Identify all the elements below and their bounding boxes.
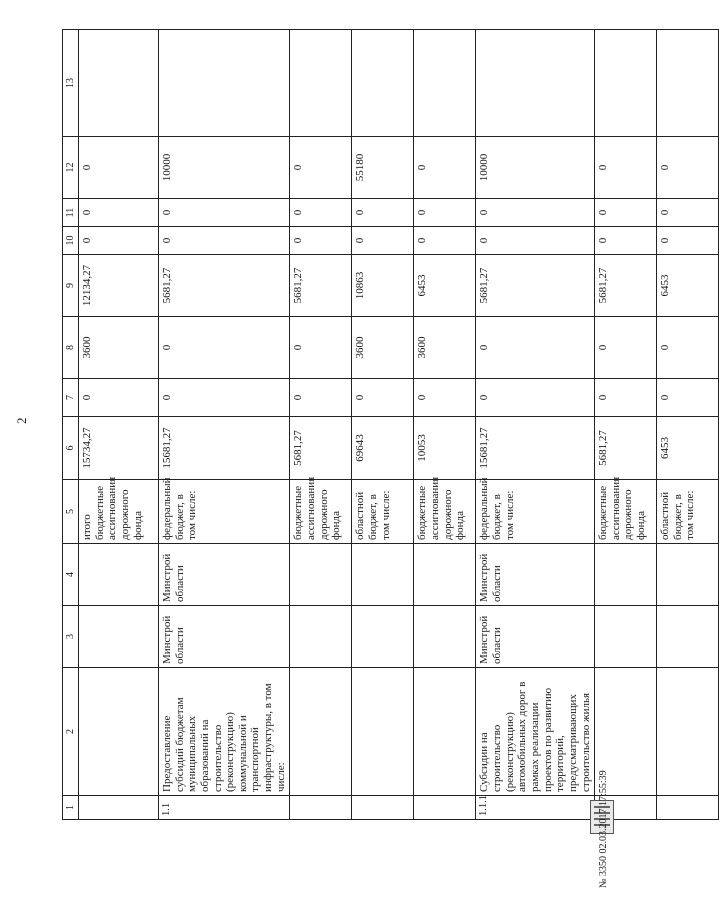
amount-cell: 0 bbox=[79, 227, 159, 255]
amount-cell: 5681,27 bbox=[159, 255, 290, 317]
amount-cell: 0 bbox=[595, 379, 657, 417]
amount-cell: 0 bbox=[476, 227, 595, 255]
amount-cell: 3600 bbox=[352, 317, 414, 379]
activity-name-cell bbox=[290, 668, 352, 796]
recipient-cell bbox=[414, 544, 476, 606]
amount-cell: 0 bbox=[657, 379, 719, 417]
activity-name-cell bbox=[657, 668, 719, 796]
header-cell: 4 bbox=[63, 544, 79, 606]
registration-footer: № 3350 02.03.2017 17:55:39 bbox=[598, 770, 609, 888]
amount-cell: 0 bbox=[414, 227, 476, 255]
amount-cell: 5681,27 bbox=[476, 255, 595, 317]
table-row bbox=[414, 30, 476, 820]
amount-cell bbox=[657, 30, 719, 137]
amount-total-cell: 15681,27 bbox=[476, 417, 595, 480]
row-code-cell bbox=[414, 796, 476, 820]
amount-cell bbox=[414, 30, 476, 137]
amount-cell bbox=[476, 30, 595, 137]
funding-source-cell: бюджетные ассигнования дорожного фонда bbox=[414, 480, 476, 544]
amount-cell: 10863 bbox=[352, 255, 414, 317]
amount-cell: 0 bbox=[595, 199, 657, 227]
header-cell: 1 bbox=[63, 796, 79, 820]
amount-total-cell: 69643 bbox=[352, 417, 414, 480]
amount-cell: 10000 bbox=[476, 137, 595, 199]
amount-cell: 0 bbox=[352, 379, 414, 417]
amount-cell: 0 bbox=[476, 379, 595, 417]
header-cell: 3 bbox=[63, 606, 79, 668]
amount-cell: 6453 bbox=[657, 255, 719, 317]
table-row bbox=[290, 30, 352, 820]
amount-total-cell: 15681,27 bbox=[159, 417, 290, 480]
amount-cell: 6453 bbox=[414, 255, 476, 317]
amount-cell: 0 bbox=[290, 199, 352, 227]
executor-cell bbox=[657, 606, 719, 668]
header-cell: 2 bbox=[63, 668, 79, 796]
header-cell: 5 bbox=[63, 480, 79, 544]
amount-cell: 0 bbox=[352, 199, 414, 227]
amount-cell: 0 bbox=[476, 317, 595, 379]
amount-cell: 0 bbox=[657, 227, 719, 255]
table-row bbox=[595, 30, 657, 820]
amount-cell: 3600 bbox=[79, 317, 159, 379]
executor-cell bbox=[79, 606, 159, 668]
amount-cell: 0 bbox=[79, 199, 159, 227]
table-row bbox=[657, 30, 719, 820]
header-cell: 10 bbox=[63, 227, 79, 255]
amount-cell: 0 bbox=[159, 317, 290, 379]
activity-name-cell bbox=[79, 668, 159, 796]
header-cell: 6 bbox=[63, 417, 79, 480]
amount-cell: 0 bbox=[159, 199, 290, 227]
amount-cell: 0 bbox=[657, 199, 719, 227]
amount-cell: 0 bbox=[159, 227, 290, 255]
amount-cell: 0 bbox=[159, 379, 290, 417]
program-table bbox=[62, 29, 719, 820]
header-cell: 9 bbox=[63, 255, 79, 317]
amount-total-cell: 10053 bbox=[414, 417, 476, 480]
table-row bbox=[159, 30, 290, 820]
funding-source-cell: областной бюджет, в том числе: bbox=[352, 480, 414, 544]
row-code-cell bbox=[352, 796, 414, 820]
header-cell: 7 bbox=[63, 379, 79, 417]
recipient-cell: Минстрой области bbox=[159, 544, 290, 606]
amount-cell: 0 bbox=[414, 137, 476, 199]
amount-cell: 3600 bbox=[414, 317, 476, 379]
amount-cell: 0 bbox=[657, 137, 719, 199]
amount-cell: 0 bbox=[476, 199, 595, 227]
amount-cell bbox=[352, 30, 414, 137]
amount-cell: 10000 bbox=[159, 137, 290, 199]
header-cell: 11 bbox=[63, 199, 79, 227]
amount-cell: 0 bbox=[290, 137, 352, 199]
header-row bbox=[63, 30, 79, 820]
executor-cell: Минстрой области bbox=[159, 606, 290, 668]
amount-cell: 0 bbox=[290, 317, 352, 379]
amount-cell: 55180 bbox=[352, 137, 414, 199]
amount-cell bbox=[79, 30, 159, 137]
amount-total-cell: 15734,27 bbox=[79, 417, 159, 480]
amount-cell: 0 bbox=[79, 137, 159, 199]
funding-source-cell: бюджетные ассигнования дорожного фонда bbox=[290, 480, 352, 544]
table-row bbox=[476, 30, 595, 820]
header-cell: 12 bbox=[63, 137, 79, 199]
recipient-cell bbox=[79, 544, 159, 606]
funding-source-cell: федеральный бюджет, в том числе: bbox=[159, 480, 290, 544]
recipient-cell bbox=[657, 544, 719, 606]
amount-cell: 0 bbox=[657, 317, 719, 379]
amount-total-cell: 6453 bbox=[657, 417, 719, 480]
amount-cell: 0 bbox=[595, 317, 657, 379]
table-row bbox=[352, 30, 414, 820]
amount-cell: 12134,27 bbox=[79, 255, 159, 317]
activity-name-cell bbox=[352, 668, 414, 796]
funding-source-cell: бюджетные ассигнования дорожного фонда bbox=[595, 480, 657, 544]
amount-cell: 0 bbox=[290, 227, 352, 255]
table-row bbox=[79, 30, 159, 820]
recipient-cell bbox=[290, 544, 352, 606]
amount-cell: 0 bbox=[595, 227, 657, 255]
executor-cell bbox=[595, 606, 657, 668]
header-cell: 13 bbox=[63, 30, 79, 137]
row-code-cell bbox=[657, 796, 719, 820]
funding-source-cell: федеральный бюджет, в том числе: bbox=[476, 480, 595, 544]
row-code-cell: 1.1.1 bbox=[476, 796, 595, 820]
activity-name-cell: Предоставление субсидий бюджетам муниципальных образований на строительство (реконструкцию) коммунальной и транспортной инфраструктуры, в том числе: bbox=[159, 668, 290, 796]
amount-cell: 5681,27 bbox=[290, 255, 352, 317]
executor-cell bbox=[414, 606, 476, 668]
rotated-table-container bbox=[62, 30, 697, 820]
recipient-cell bbox=[352, 544, 414, 606]
amount-cell: 0 bbox=[595, 137, 657, 199]
amount-cell bbox=[290, 30, 352, 137]
recipient-cell: Минстрой области bbox=[476, 544, 595, 606]
funding-source-cell: областной бюджет, в том числе: bbox=[657, 480, 719, 544]
row-code-cell bbox=[79, 796, 159, 820]
activity-name-cell: Субсидии на строительство (реконструкцию) автомобильных дорог в рамках реализации проектов по развитию территорий, предусматривающих строительство жилья bbox=[476, 668, 595, 796]
executor-cell bbox=[290, 606, 352, 668]
amount-cell: 0 bbox=[414, 379, 476, 417]
header-cell: 8 bbox=[63, 317, 79, 379]
table-body bbox=[79, 30, 719, 820]
amount-cell: 0 bbox=[79, 379, 159, 417]
amount-total-cell: 5681,27 bbox=[290, 417, 352, 480]
amount-total-cell: 5681,27 bbox=[595, 417, 657, 480]
amount-cell: 5681,27 bbox=[595, 255, 657, 317]
amount-cell bbox=[595, 30, 657, 137]
amount-cell: 0 bbox=[352, 227, 414, 255]
executor-cell: Минстрой области bbox=[476, 606, 595, 668]
page-number: 2 bbox=[14, 417, 29, 424]
recipient-cell bbox=[595, 544, 657, 606]
funding-source-cell: итого бюджетные ассигнования дорожного фонда bbox=[79, 480, 159, 544]
amount-cell: 0 bbox=[290, 379, 352, 417]
activity-name-cell bbox=[414, 668, 476, 796]
amount-cell: 0 bbox=[414, 199, 476, 227]
row-code-cell bbox=[290, 796, 352, 820]
row-code-cell: 1.1 bbox=[159, 796, 290, 820]
amount-cell bbox=[159, 30, 290, 137]
executor-cell bbox=[352, 606, 414, 668]
